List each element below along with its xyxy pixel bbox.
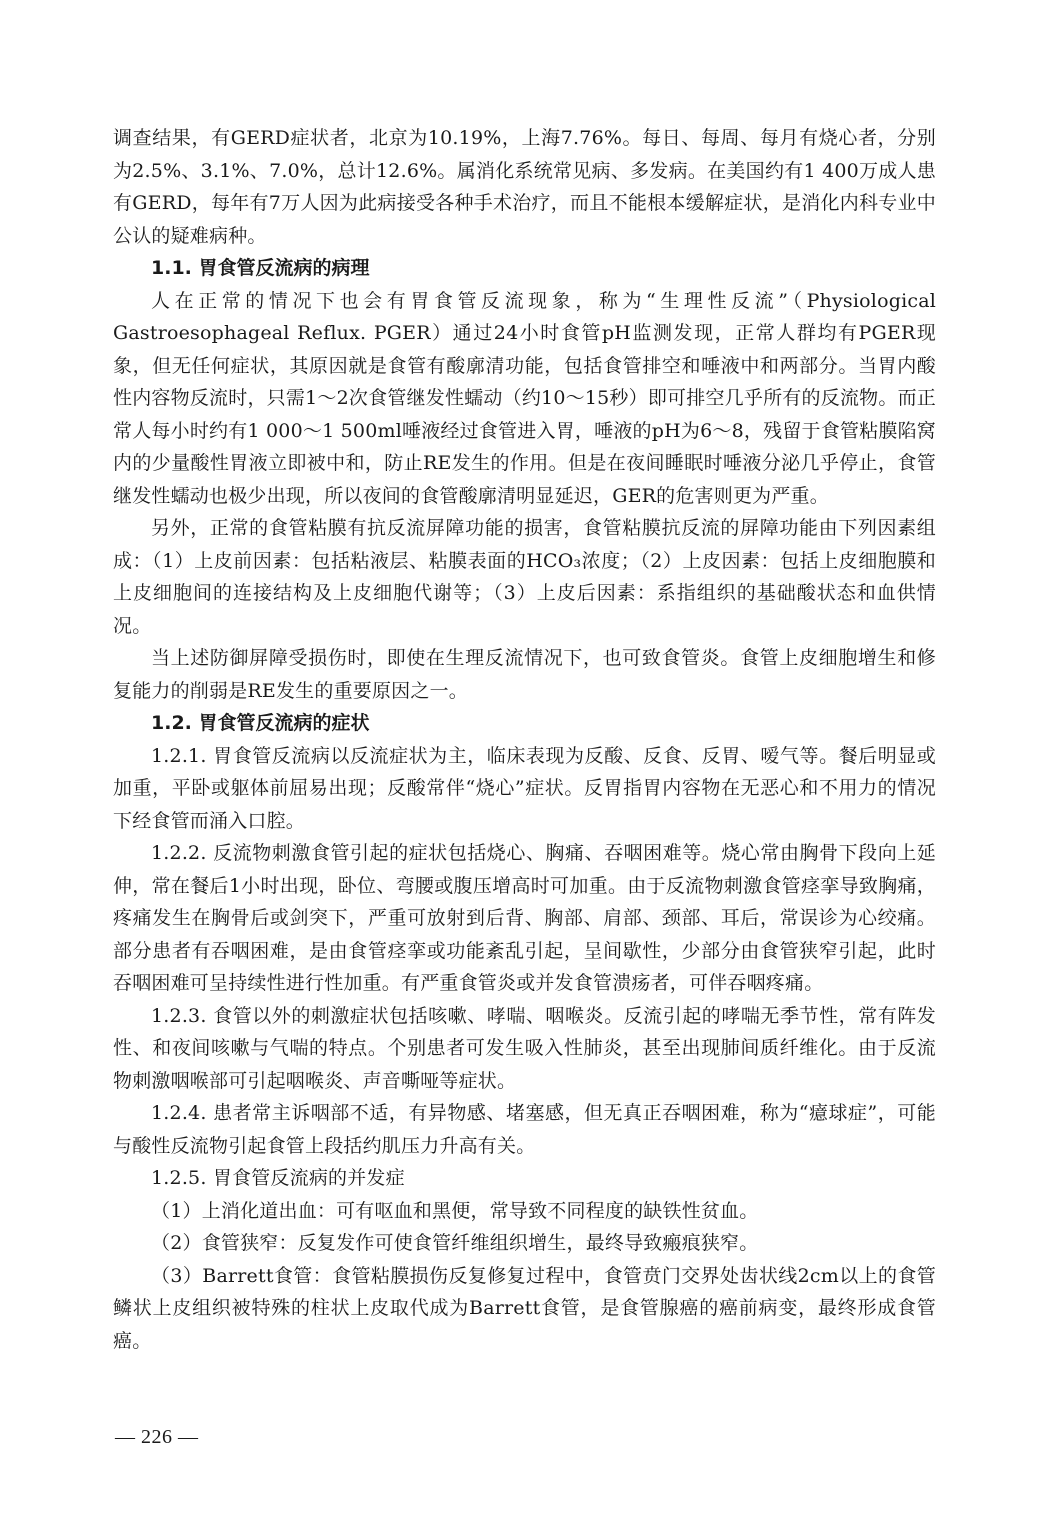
paragraph: 1.2.4. 患者常主诉咽部不适，有异物感、堵塞感，但无真正吞咽困难，称为“癔球症”，可能与酸性反流物引起食管上段括约肌压力升高有关。 (113, 1102, 936, 1157)
section-heading: 1.1. 胃食管反流病的病理 (151, 257, 370, 279)
paragraph: 1.2.5. 胃食管反流病的并发症 (151, 1167, 405, 1189)
paragraph: 1.2.2. 反流物刺激食管引起的症状包括烧心、胸痛、吞咽困难等。烧心常由胸骨下段向上延伸，常在餐后1小时出现，卧位、弯腰或腹压增高时可加重。由于反流物刺激食管痉挛导致胸痛，疼痛发生在胸骨后或剑突下，严重可放射到后背、胸部、肩部、颈部、耳后，常误诊为心绞痛。部分患者有吞咽困难，是由食管痉挛或功能紊乱引起，呈间歇性，少部分由食管狭窄引起，此时吞咽困难可呈持续性进行性加重。有严重食管炎或并发食管溃疡者，可伴吞咽疼痛。 (113, 842, 936, 994)
paragraph: （1）上消化道出血：可有呕血和黑便，常导致不同程度的缺铁性贫血。 (151, 1199, 759, 1222)
paragraph: 另外，正常的食管粘膜有抗反流屏障功能的损害，食管粘膜抗反流的屏障功能由下列因素组成：（1）上皮前因素：包括粘液层、粘膜表面的HCO₃浓度；（2）上皮因素：包括上皮细胞膜和上皮细胞间的连接结构及上皮细胞代谢等；（3）上皮后因素：系指组织的基础酸状态和血供情况。 (113, 517, 936, 637)
paragraph: 1.2.3. 食管以外的刺激症状包括咳嗽、哮喘、咽喉炎。反流引起的哮喘无季节性，常有阵发性、和夜间咳嗽与气喘的特点。个别患者可发生吸入性肺炎，甚至出现肺间质纤维化。由于反流物刺激咽喉部可引起咽喉炎、声音嘶哑等症状。 (113, 1004, 936, 1092)
paragraph: （2）食管狭窄：反复发作可使食管纤维组织增生，最终导致瘢痕狭窄。 (151, 1232, 759, 1254)
paragraph: 当上述防御屏障受损伤时，即使在生理反流情况下，也可致食管炎。食管上皮细胞增生和修复能力的削弱是RE发生的重要原因之一。 (113, 647, 936, 702)
paragraph: 调查结果，有GERD症状者，北京为10.19%，上海7.76%。每日、每周、每月有烧心者，分别为2.5%、3.1%、7.0%，总计12.6%。属消化系统常见病、多发病。在美国约有1 400万成人患有GERD，每年有7万人因为此病接受各种手术治疗，而且不能根本缓解症状，是消化内科专业中公认的疑难病种。 (113, 127, 936, 247)
paragraph: （3）Barrett食管：食管粘膜损伤反复修复过程中，食管贲门交界处齿状线2cm以上的食管鳞状上皮组织被特殊的柱状上皮取代成为Barrett食管，是食管腺癌的癌前病变，最终形成食管癌。 (113, 1264, 936, 1352)
paragraph: 1.2.1. 胃食管反流病以反流症状为主，临床表现为反酸、反食、反胃、嗳气等。餐后明显或加重，平卧或躯体前屈易出现；反酸常伴“烧心”症状。反胃指胃内容物在无恶心和不用力的情况下经食管而涌入口腔。 (113, 744, 936, 832)
document-body (113, 122, 936, 1357)
section-heading: 1.2. 胃食管反流病的症状 (151, 712, 370, 734)
paragraph: 人在正常的情况下也会有胃食管反流现象，称为“生理性反流”（Physiological Gastroesophageal Reflux. PGER）通过24小时食管pH监测发现，正常人群均有PGER现象，但无任何症状，其原因就是食管有酸廓清功能，包括食管排空和唾液中和两部分。当胃内酸性内容物反流时，只需1～2次食管继发性蠕动（约10～15秒）即可排空几乎所有的反流物。而正常人每小时约有1 000～1 500ml唾液经过食管进入胃，唾液的pH为6～8，残留于食管粘膜陷窝内的少量酸性胃液立即被中和，防止RE发生的作用。但是在夜间睡眠时唾液分泌几乎停止，食管继发性蠕动也极少出现，所以夜间的食管酸廓清明显延迟，GER的危害则更为严重。 (113, 289, 936, 507)
page-number: — 226 — (115, 1426, 199, 1448)
